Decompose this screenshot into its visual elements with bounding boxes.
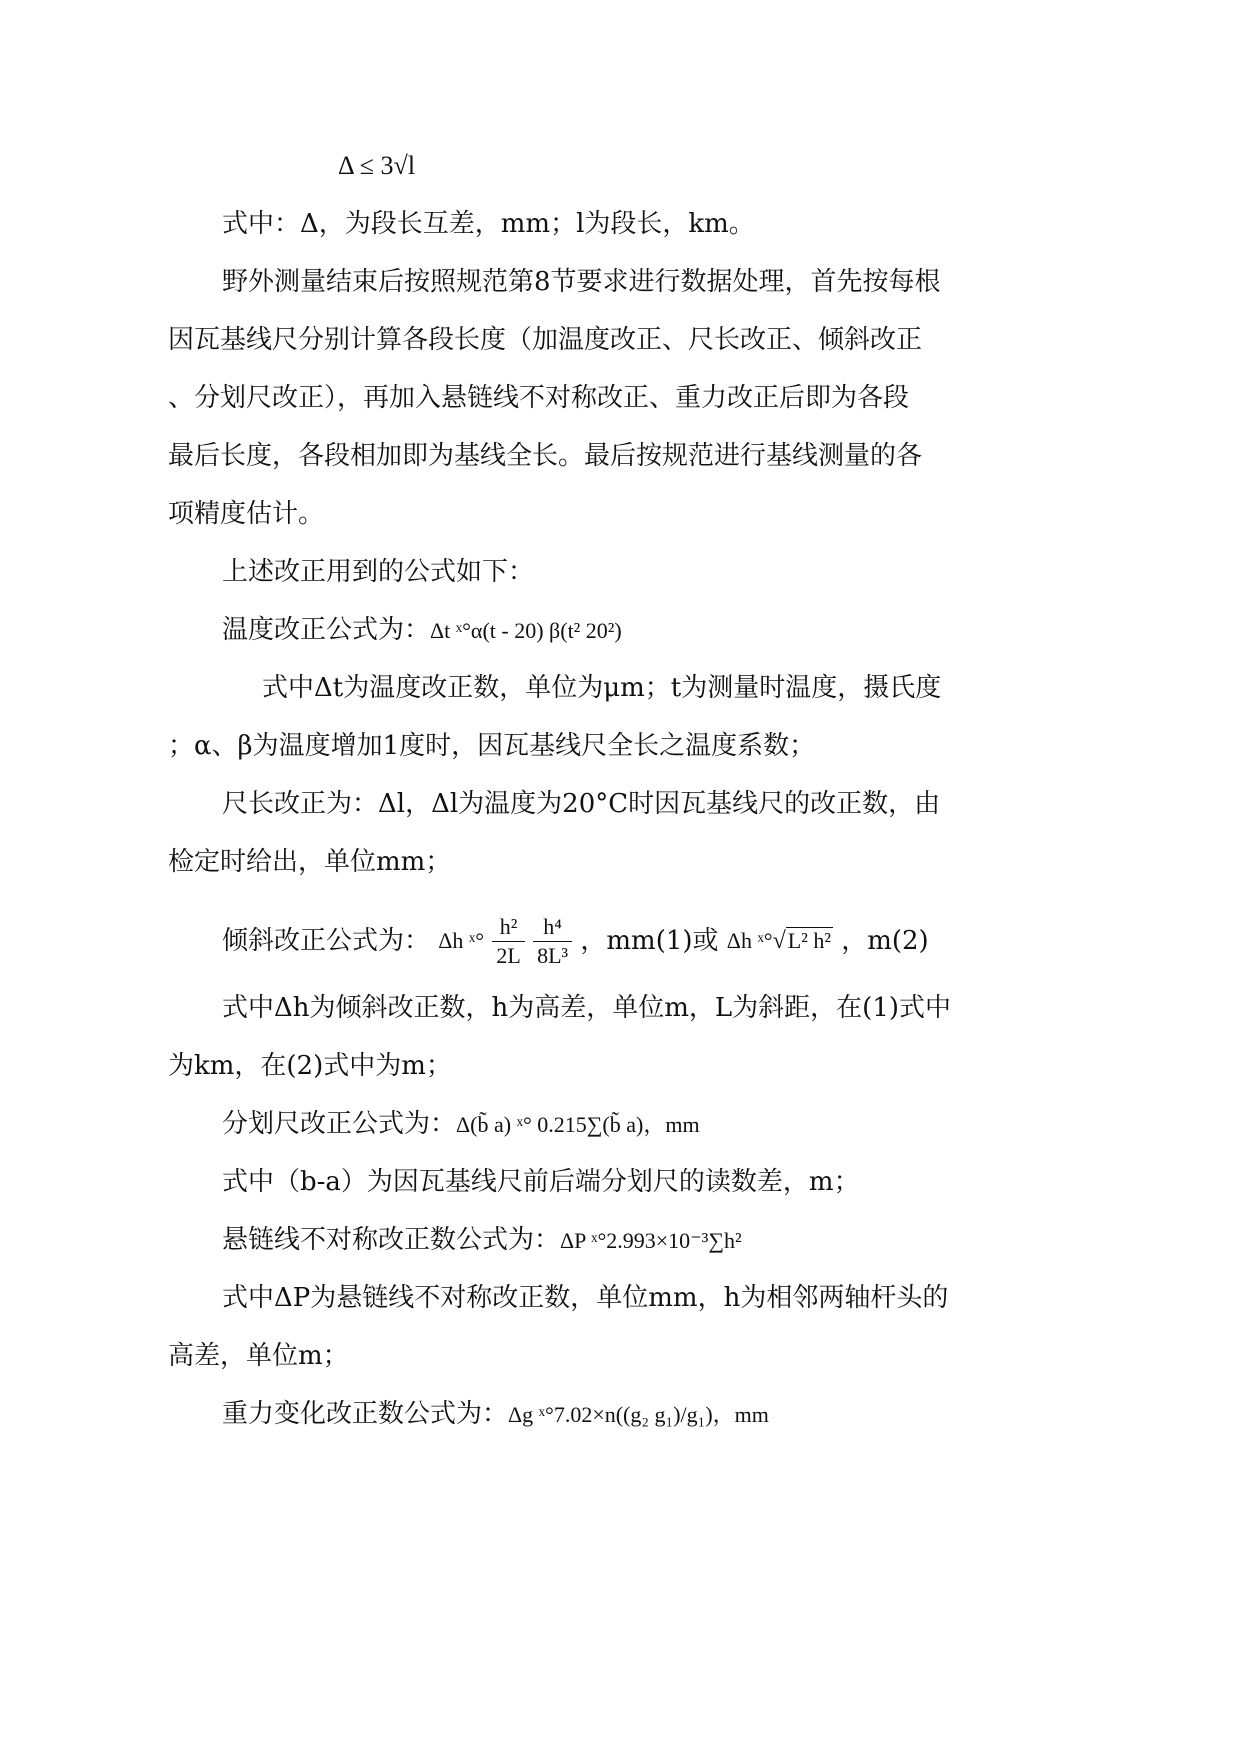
- paragraph-line: 最后长度，各段相加即为基线全长。最后按规范进行基线测量的各: [168, 441, 923, 471]
- formula-tilt: [222, 910, 929, 971]
- paragraph-line: 上述改正用到的公式如下：: [222, 557, 535, 587]
- paragraph-line: ；α、β为温度增加1度时，因瓦基线尺全长之温度系数；: [168, 731, 816, 761]
- paragraph-line: 式中（b-a）为因瓦基线尺前后端分划尺的读数差，m；: [222, 1167, 860, 1197]
- formula-temperature: [222, 614, 622, 647]
- equation-segment-diff: Δ ≤ 3√l: [338, 151, 416, 180]
- formula-text: ，m(2): [841, 926, 929, 956]
- formula-expression: Δg ˣ°7.02×n((g₂ g₁)/g₁)，mm: [508, 1402, 769, 1427]
- formula-label: 倾斜改正公式为：: [222, 926, 431, 956]
- formula-catenary: [222, 1224, 742, 1257]
- formula-gravity: [222, 1398, 769, 1431]
- formula-lhs: Δh ˣ°: [438, 928, 485, 953]
- paragraph-line: 野外测量结束后按照规范第8节要求进行数据处理，首先按每根: [222, 267, 941, 297]
- paragraph-line: 式中Δt为温度改正数，单位为μm；t为测量时温度，摄氏度: [262, 673, 942, 703]
- formula-label: 分划尺改正公式为：: [222, 1109, 457, 1139]
- radicand: L² h²: [787, 928, 831, 953]
- paragraph-line: 项精度估计。: [168, 499, 325, 529]
- formula-label: 温度改正公式为：: [222, 615, 431, 645]
- formula-lhs: Δh ˣ°: [726, 928, 773, 953]
- fraction-h2-2L: $\frac{\text{h²}}{2L}$: [492, 913, 524, 970]
- formula-expression: Δ(b̃ a) ˣ° 0.215∑(b̃ a)，mm: [456, 1112, 700, 1137]
- formula-label: 重力变化改正数公式为：: [222, 1399, 509, 1429]
- paragraph-line: 式中：Δ，为段长互差，mm；l为段长，km。: [222, 209, 755, 239]
- fraction-h4-8L3: $\frac{\text{h⁴}}{\text{8L³}}$: [533, 913, 572, 970]
- paragraph-line: 检定时给出，单位mm；: [168, 847, 452, 877]
- formula-division: [222, 1108, 700, 1141]
- paragraph-line: 式中ΔP为悬链线不对称改正数，单位mm，h为相邻两轴杆头的: [222, 1283, 949, 1313]
- formula-text: ，mm(1)或: [580, 926, 719, 956]
- paragraph-line: 尺长改正为：Δl，Δl为温度为20°C时因瓦基线尺的改正数，由: [222, 789, 941, 819]
- formula-expression: ΔP ˣ°2.993×10⁻³∑h²: [560, 1228, 742, 1253]
- formula-label: 悬链线不对称改正数公式为：: [222, 1225, 561, 1255]
- formula-expression: Δt ˣ°α(t - 20) β(t² 20²): [430, 618, 622, 643]
- sqrt-sign: √: [772, 928, 786, 954]
- paragraph-line: 、分划尺改正），再加入悬链线不对称改正、重力改正后即为各段: [168, 383, 910, 413]
- paragraph-line: 式中Δh为倾斜改正数，h为高差，单位m，L为斜距，在(1)式中: [222, 993, 952, 1023]
- paragraph-line: 为km，在(2)式中为m；: [168, 1051, 452, 1081]
- paragraph-line: 因瓦基线尺分别计算各段长度（加温度改正、尺长改正、倾斜改正: [168, 325, 923, 355]
- paragraph-line: 高差，单位m；: [168, 1341, 349, 1371]
